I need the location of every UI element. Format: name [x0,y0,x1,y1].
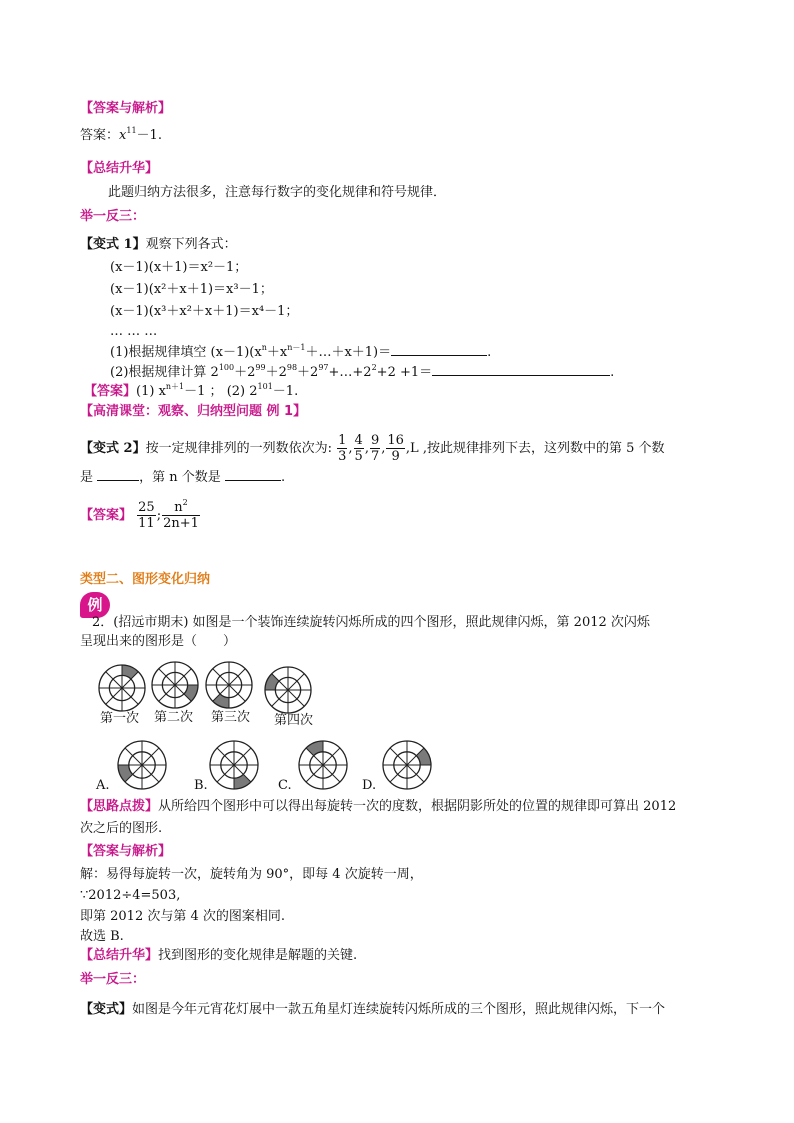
ans1-sup: n＋1 [165,382,185,391]
ring-circle [310,752,336,778]
figure-label-4: 第四次 [274,713,314,728]
option-c-figure [299,741,347,789]
variant2-line1: 【变式 2】按一定规律排列的一列数依次为: $\frac{1}{3}$ , $\frac{4}{5}$ , $\frac{9}{7}$ , $\frac{16}{9}$ ,L ,按此规律排列下去，这列数中的第 5 个数 [80,433,665,464]
ring-circle [206,662,252,708]
summary2-head: 【总结升华】 [80,948,159,963]
answer-math: x [119,128,127,143]
ring-circle [394,752,420,778]
ring-circle [210,741,258,789]
ring-circle [221,752,247,778]
fraction-3: $\frac{9}{7}$ [370,433,380,464]
q2-s4: 97 [318,363,329,372]
ring-circle [118,741,166,789]
ring-circle [299,741,347,789]
option-a[interactable]: A. [96,778,110,793]
spoke-line [217,748,251,782]
ring-circle [383,741,431,789]
solution-line2: ∵2012÷4=503, [80,888,181,903]
q2-answer-blank[interactable] [432,363,610,376]
q1-mid: ＋x [266,345,288,360]
ans2-tail: －1. [272,384,299,399]
option-a-figure [118,741,166,789]
summary-heading: 【总结升华】 [80,161,159,176]
ring-circle [109,675,134,700]
answer-fraction-1: $\frac{25}{11}$ [138,500,155,531]
answer-fraction-2: $\frac{n^2}{2n+1}$ [163,498,199,531]
example-badge: 例 [80,592,110,618]
hint-head: 【思路点拨】 [80,799,159,814]
ring-circle [152,662,198,708]
equation-3: (x－1)(x³＋x²＋x＋1)＝x⁴－1； [110,304,299,319]
q1-post: ＋…＋x＋1)＝ [305,345,392,360]
equation-2: (x－1)(x²＋x＋1)＝x³－1； [110,282,273,297]
q2-s2: 99 [255,363,266,372]
variant2-line2-pre: 是 [80,470,94,485]
variant3-line [80,1001,665,1019]
type2-heading: 类型二、图形变化归纳 [80,572,211,587]
option-d[interactable]: D. [362,778,377,793]
spoke-line [272,674,305,707]
variant2-line2 [80,468,285,487]
ring-circle [275,677,300,702]
variant2-line2-end: . [280,470,286,485]
ans1-tail: －1 ； (2) 2 [184,384,258,399]
figure-label-2: 第二次 [154,710,194,725]
ring-circle [265,667,311,713]
q2-s5: 2 [371,363,377,372]
ring-circle [216,672,241,697]
variant2-answer-head: 【答案】 [80,508,133,523]
variant2-label: 【变式 2】 [80,441,146,456]
shaded-sector [306,741,323,756]
fifth-number-blank[interactable] [97,468,139,481]
shaded-sector [122,665,138,679]
practice-heading: 举一反三： [80,209,146,224]
example-line2: 呈现出来的图形是（ ） [80,634,237,649]
q1-pre: (1)根据规律填空 (x－1)(x [110,345,262,360]
q1-sup2: n－1 [287,343,306,352]
spoke-line [390,748,424,782]
solution-line3: 即第 2012 次与第 4 次的图案相同. [80,909,286,924]
spoke-line [213,669,246,702]
q2-e: +2 +1＝ [376,365,433,380]
spoke-line [306,748,340,782]
variant1-answer-head: 【答案】 [84,384,137,399]
option-d-figure [383,741,431,789]
figure-3 [206,662,252,708]
question-1 [110,343,491,362]
q2-a: ＋2 [234,365,256,380]
hd-classroom-heading: 【高清课堂：观察、归纳型问题 例 1】 [80,404,307,419]
q2-pre: (2)根据规律计算 2 [110,365,219,380]
q1-answer-blank[interactable] [391,343,487,356]
spoke-line [106,672,139,705]
summary2-text: 找到图形的变化规律是解题的关键. [158,948,358,963]
shaded-sector [265,674,279,690]
spoke-line [306,748,340,782]
variant2-answer: 【答案】 $\frac{25}{11}$ ; $\frac{n^2}{2n+1}$ [80,498,199,531]
variant2-pre: 按一定规律排列的一列数依次为: [145,441,332,456]
ring-circle [99,665,145,711]
summary-text: 此题归纳方法很多，注意每行数字的变化规律和符号规律． [108,185,447,200]
example-line1: 2．(招远市期末) 如图是一个装饰连续旋转闪烁所成的四个图形，照此规律闪烁，第 2012 次闪烁 [92,615,650,630]
answer-analysis-heading: 【答案与解析】 [80,101,172,116]
hint-line2: 次之后的图形. [80,821,163,836]
shaded-sector [416,748,431,765]
figure-2 [152,662,198,708]
spoke-line [390,748,424,782]
variant1-answer [84,383,298,401]
q1-end: . [487,345,492,360]
answer-sup: 11 [126,126,137,135]
variant1-label: 【变式 1】 [80,237,146,252]
figure-label-3: 第三次 [211,710,251,725]
spoke-line [272,674,305,707]
fraction-4: $\frac{16}{9}$ [387,433,404,464]
variant1-intro: 观察下列各式： [145,237,237,252]
option-b[interactable]: B. [194,778,208,793]
variant3-text: 如图是今年元宵花灯展中一款五角星灯连续旋转闪烁所成的三个图形，照此规律闪烁，下一个 [132,1002,666,1017]
ans2-sup: 101 [257,382,273,391]
option-c[interactable]: C. [278,778,292,793]
hint-text: 从所给四个图形中可以得出每旋转一次的度数，根据阴影所处的位置的规律即可算出 2012 [158,799,677,814]
fraction-1: $\frac{1}{3}$ [338,433,347,464]
option-b-figure [210,741,258,789]
solution-line4: 故选 B. [80,929,124,944]
answer-prefix: 答案： [80,128,120,143]
ans1: (1) x [136,384,166,399]
solution-heading: 【答案与解析】 [80,844,172,859]
equation-1: (x－1)(x＋1)＝x²－1； [110,260,248,275]
q2-s1: 100 [218,363,235,372]
ring-circle [162,672,187,697]
answer-tail: －1. [136,128,162,143]
variant2-line2-mid: ，第 n 个数是 [139,470,221,485]
spoke-line [125,748,159,782]
figure-4 [265,667,311,713]
solution-line1: 解：易得每旋转一次，旋转角为 90°，即每 4 次旋转一周， [80,867,423,882]
fraction-2: $\frac{4}{5}$ [354,433,363,464]
shaded-sector [234,774,251,789]
q2-d: +…+2 [328,365,372,380]
ellipsis: … … … [110,324,158,339]
practice2-heading: 举一反三： [80,972,146,987]
spoke-line [217,748,251,782]
q2-c: ＋2 [297,365,319,380]
nth-number-blank[interactable] [225,468,281,481]
spoke-line [159,669,192,702]
question-2 [110,363,614,382]
spoke-line [159,669,192,702]
spoke-line [213,669,246,702]
q2-end: . [610,365,615,380]
figure-label-1: 第一次 [100,711,140,726]
figure-1 [99,665,145,711]
spoke-line [125,748,159,782]
summary2-line [80,947,357,965]
shaded-sector [118,765,133,782]
spoke-line [106,672,139,705]
ring-circle [129,752,155,778]
hint-line1 [80,798,676,816]
q1-sup1: n [261,343,267,352]
q2-b: ＋2 [265,365,287,380]
variant2-post: ,L ,按此规律排列下去，这列数中的第 5 个数 [405,441,665,456]
answer-line [80,127,162,145]
q2-s3: 98 [286,363,298,372]
shaded-sector [213,694,229,708]
variant3-label: 【变式】 [80,1002,133,1017]
variant1-intro-line [80,236,237,254]
shaded-sector [184,685,198,701]
